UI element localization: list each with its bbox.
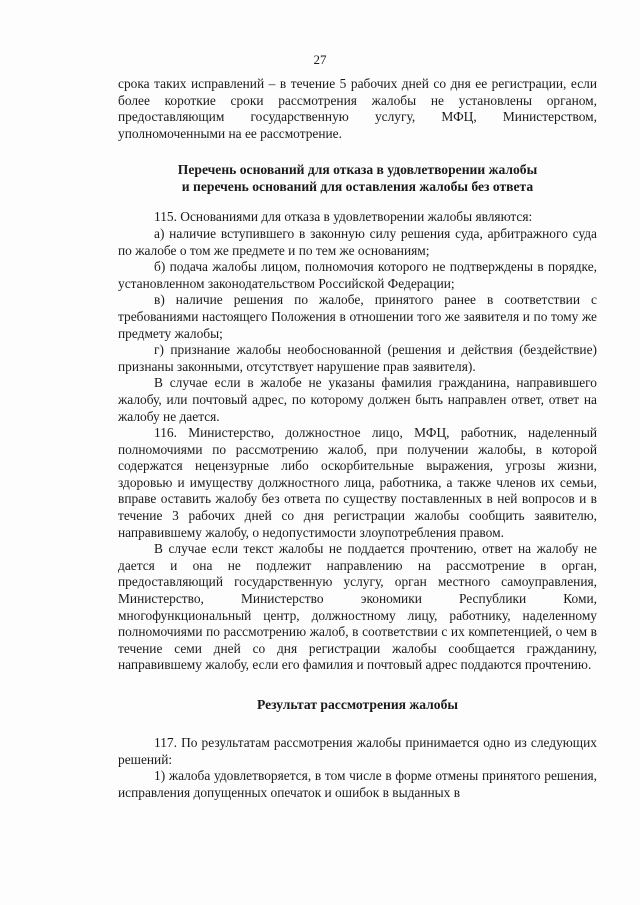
- paragraph-115-case: В случае если в жалобе не указаны фамилия гражданина, направившего жалобу, или почтовый адрес, по которому должен быть направлен ответ, ответ на жалобу не дается.: [118, 375, 597, 424]
- paragraph-117-1: 1) жалоба удовлетворяется, в том числе в форме отмены принятого решения, исправления допущенных опечаток и ошибок в выданных в: [118, 768, 597, 800]
- paragraph-115-g: г) признание жалобы необоснованной (решения и действия (бездействие) признаны законными, отсутствует нарушение прав заявителя).: [118, 342, 597, 374]
- section-heading-result: Результат рассмотрения жалобы: [256, 697, 459, 712]
- paragraph-115-b: б) подача жалобы лицом, полномочия которого не подтверждены в порядке, установленном законодательством Российской Федерации;: [118, 259, 597, 291]
- paragraph-115-a: а) наличие вступившего в законную силу решения суда, арбитражного суда по жалобе о том же предмете и по тем же основаниям;: [118, 225, 597, 258]
- paragraph-117: 117. По результатам рассмотрения жалобы принимается одно из следующих решений:: [118, 735, 597, 767]
- page-number: 27: [313, 52, 327, 67]
- page-content: [118, 76, 597, 801]
- paragraph-116-case: В случае если текст жалобы не поддается прочтению, ответ на жалобу не дается и она не подлежит направлению на рассмотрение в орган, предоставляющий государственную услугу, орган местного самоуправления, Министерство, Министерство экономики Республики Коми, многофункциональный центр, должностному лицу, работнику, наделенному полномочиями по рассмотрению жалоб, в соответствии с их компетенцией, о чем в течение семи дней со дня регистрации жалобы сообщается гражданину, направившему жалобу, если его фамилия и почтовый адрес поддаются прочтению.: [118, 541, 597, 673]
- paragraph-115: 115. Основаниями для отказа в удовлетворении жалобы являются:: [154, 209, 533, 225]
- section-heading-refusal-line1: Перечень оснований для отказа в удовлетворении жалобы: [177, 162, 538, 178]
- paragraph-115-v: в) наличие решения по жалобе, принятого ранее в соответствии с требованиями настоящего Положения в отношении того же заявителя и по тому же предмету жалобы;: [118, 292, 597, 341]
- intro-paragraph: срока таких исправлений – в течение 5 рабочих дней со дня ее регистрации, если более короткие сроки рассмотрения жалобы не установлены органом, предоставляющим государственную услугу, МФЦ, Министерством, уполномоченными на ее рассмотрение.: [118, 76, 597, 141]
- paragraph-116: 116. Министерство, должностное лицо, МФЦ, работник, наделенный полномочиями по рассмотрению жалоб, при получении жалобы, в которой содержатся нецензурные либо оскорбительные выражения, угрозы жизни, здоровью и имуществу должностного лица, работника, а также членов их семьи, вправе оставить жалобу без ответа по существу поставленных в ней вопросов и в течение 3 рабочих дней со дня регистрации жалобы сообщить заявителю, направившему жалобу, о недопустимости злоупотребления правом.: [118, 425, 597, 540]
- section-heading-refusal-line2: и перечень оснований для оставления жалобы без ответа: [181, 179, 534, 195]
